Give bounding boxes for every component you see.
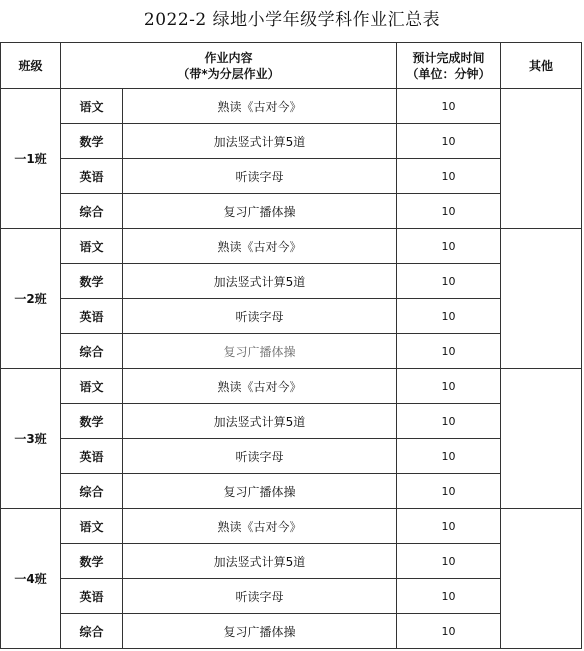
cell-other[interactable] xyxy=(501,229,582,369)
cell-estimated-time[interactable]: 10 xyxy=(397,124,501,159)
cell-subject[interactable]: 数学 xyxy=(61,124,123,159)
header-class[interactable]: 班级 xyxy=(1,43,61,89)
header-time-line1: 预计完成时间 xyxy=(412,50,485,65)
cell-estimated-time[interactable]: 10 xyxy=(397,159,501,194)
cell-subject[interactable]: 语文 xyxy=(61,509,123,544)
cell-subject[interactable]: 综合 xyxy=(61,474,123,509)
cell-homework-content[interactable]: 熟读《古对今》 xyxy=(123,509,397,544)
table-row xyxy=(1,299,582,334)
table-row xyxy=(1,544,582,579)
cell-homework-content[interactable]: 听读字母 xyxy=(123,439,397,474)
cell-estimated-time[interactable]: 10 xyxy=(397,229,501,264)
cell-homework-content[interactable]: 复习广播体操 xyxy=(123,614,397,649)
cell-homework-content[interactable]: 熟读《古对今》 xyxy=(123,89,397,124)
cell-estimated-time[interactable]: 10 xyxy=(397,509,501,544)
cell-estimated-time[interactable]: 10 xyxy=(397,369,501,404)
table-row xyxy=(1,194,582,229)
cell-estimated-time[interactable]: 10 xyxy=(397,544,501,579)
homework-summary-table xyxy=(0,42,582,649)
cell-homework-content[interactable]: 熟读《古对今》 xyxy=(123,229,397,264)
cell-homework-content[interactable]: 复习广播体操 xyxy=(123,194,397,229)
cell-estimated-time[interactable]: 10 xyxy=(397,404,501,439)
cell-class-name[interactable]: 一4班 xyxy=(1,509,61,649)
cell-subject[interactable]: 语文 xyxy=(61,89,123,124)
table-row xyxy=(1,614,582,649)
cell-homework-content[interactable]: 加法竖式计算5道 xyxy=(123,124,397,159)
table-body xyxy=(1,89,582,649)
cell-estimated-time[interactable]: 10 xyxy=(397,614,501,649)
cell-homework-content[interactable]: 听读字母 xyxy=(123,579,397,614)
cell-homework-content[interactable]: 加法竖式计算5道 xyxy=(123,544,397,579)
cell-other[interactable] xyxy=(501,89,582,229)
cell-estimated-time[interactable]: 10 xyxy=(397,579,501,614)
header-other[interactable]: 其他 xyxy=(501,43,582,89)
table-row xyxy=(1,89,582,124)
cell-subject[interactable]: 英语 xyxy=(61,299,123,334)
cell-homework-content[interactable]: 加法竖式计算5道 xyxy=(123,264,397,299)
cell-estimated-time[interactable]: 10 xyxy=(397,299,501,334)
cell-homework-content[interactable]: 听读字母 xyxy=(123,159,397,194)
cell-class-name[interactable]: 一2班 xyxy=(1,229,61,369)
cell-homework-content[interactable]: 熟读《古对今》 xyxy=(123,369,397,404)
table-row xyxy=(1,159,582,194)
sheet-title: 2022-2 绿地小学年级学科作业汇总表 xyxy=(143,10,441,30)
table-row xyxy=(1,579,582,614)
cell-other[interactable] xyxy=(501,509,582,649)
cell-class-name[interactable]: 一3班 xyxy=(1,369,61,509)
cell-subject[interactable]: 数学 xyxy=(61,544,123,579)
cell-estimated-time[interactable]: 10 xyxy=(397,89,501,124)
cell-subject[interactable]: 英语 xyxy=(61,439,123,474)
table-row xyxy=(1,474,582,509)
cell-subject[interactable]: 综合 xyxy=(61,334,123,369)
cell-subject[interactable]: 英语 xyxy=(61,159,123,194)
cell-homework-content[interactable]: 复习广播体操 xyxy=(123,474,397,509)
cell-homework-content[interactable]: 听读字母 xyxy=(123,299,397,334)
header-time-line2: （单位：分钟） xyxy=(406,66,491,81)
cell-subject[interactable]: 数学 xyxy=(61,404,123,439)
table-header-row xyxy=(1,43,582,89)
cell-subject[interactable]: 语文 xyxy=(61,369,123,404)
table-row xyxy=(1,229,582,264)
header-content-line1: 作业内容 xyxy=(204,50,253,65)
cell-homework-content[interactable]: 复习广播体操 xyxy=(123,334,397,369)
header-content-line2: （带*为分层作业） xyxy=(177,66,280,81)
table-row xyxy=(1,404,582,439)
table-row xyxy=(1,509,582,544)
cell-estimated-time[interactable]: 10 xyxy=(397,439,501,474)
cell-estimated-time[interactable]: 10 xyxy=(397,194,501,229)
cell-subject[interactable]: 综合 xyxy=(61,614,123,649)
cell-subject[interactable]: 英语 xyxy=(61,579,123,614)
cell-subject[interactable]: 语文 xyxy=(61,229,123,264)
cell-estimated-time[interactable]: 10 xyxy=(397,334,501,369)
cell-estimated-time[interactable]: 10 xyxy=(397,474,501,509)
table-row xyxy=(1,334,582,369)
cell-class-name[interactable]: 一1班 xyxy=(1,89,61,229)
table-row xyxy=(1,264,582,299)
table-row xyxy=(1,124,582,159)
table-row xyxy=(1,439,582,474)
cell-subject[interactable]: 综合 xyxy=(61,194,123,229)
cell-estimated-time[interactable]: 10 xyxy=(397,264,501,299)
header-time[interactable] xyxy=(397,43,501,89)
cell-homework-content[interactable]: 加法竖式计算5道 xyxy=(123,404,397,439)
table-row xyxy=(1,369,582,404)
cell-subject[interactable]: 数学 xyxy=(61,264,123,299)
header-content[interactable] xyxy=(61,43,397,89)
cell-other[interactable] xyxy=(501,369,582,509)
